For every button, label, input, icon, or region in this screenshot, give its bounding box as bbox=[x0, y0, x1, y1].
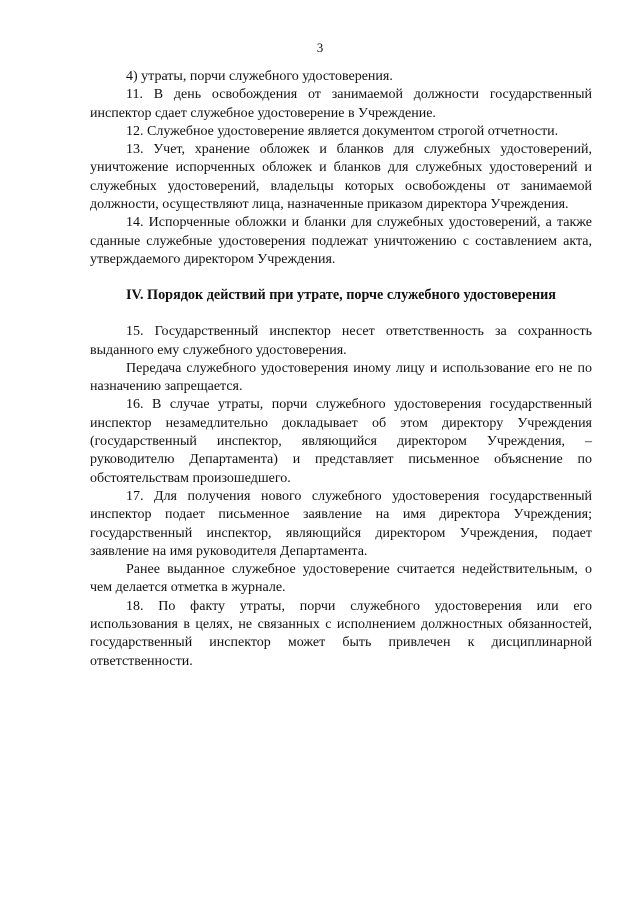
section-heading: IV. Порядок действий при утрате, порче служебного удостоверения bbox=[126, 287, 556, 304]
paragraph-17: 17. Для получения нового служебного удостоверения государственный инспектор подает письменное заявление на имя директора Учреждения; государственный инспектор, являющийся директором Учреждения, подает заявление на имя руководителя Департамента. bbox=[90, 488, 592, 559]
paragraph-15-continued: Передача служебного удостоверения иному лицу и использование его не по назначению запрещается. bbox=[90, 360, 592, 395]
paragraph-18: 18. По факту утраты, порчи служебного удостоверения или его использования в целях, не связанных с исполнением должностных обязанностей, государственный инспектор может быть привлечен к дисциплинарной ответственности. bbox=[90, 598, 592, 669]
paragraph-16: 16. В случае утраты, порчи служебного удостоверения государственный инспектор незамедлительно докладывает об этом директору Учреждения (государственный инспектор, являющийся директором Учреждения, – руководителю Департамента) и представляет письменное объяснение по обстоятельствам произошедшего. bbox=[90, 397, 592, 486]
paragraph-14: 14. Испорченные обложки и бланки для служебных удостоверений, а также сданные служебные удостоверения подлежат уничтожению с составлением акта, утверждаемого директором Учреждения. bbox=[90, 215, 592, 267]
paragraph-17-continued: Ранее выданное служебное удостоверение считается недействительным, о чем делается отметка в журнале. bbox=[90, 562, 592, 596]
paragraph-15: 15. Государственный инспектор несет ответственность за сохранность выданного ему служебного удостоверения. bbox=[90, 324, 592, 358]
document-body bbox=[90, 68, 592, 671]
paragraph-12: 12. Служебное удостоверение является документом строгой отчетности. bbox=[126, 123, 559, 139]
paragraph-item-4: 4) утраты, порчи служебного удостоверения. bbox=[126, 69, 393, 84]
paragraph-13: 13. Учет, хранение обложек и бланков для служебных удостоверений, уничтожение испорченных обложек и бланков для служебных удостоверений и служебных удостоверений, владельцы которых освобождены от занимаемой должности, осуществляют лица, назначенные приказом директора Учреждения. bbox=[90, 142, 592, 213]
page-number: 3 bbox=[316, 40, 324, 55]
paragraph-11: 11. В день освобождения от занимаемой должности государственный инспектор сдает служебное удостоверение в Учреждение. bbox=[90, 87, 592, 121]
